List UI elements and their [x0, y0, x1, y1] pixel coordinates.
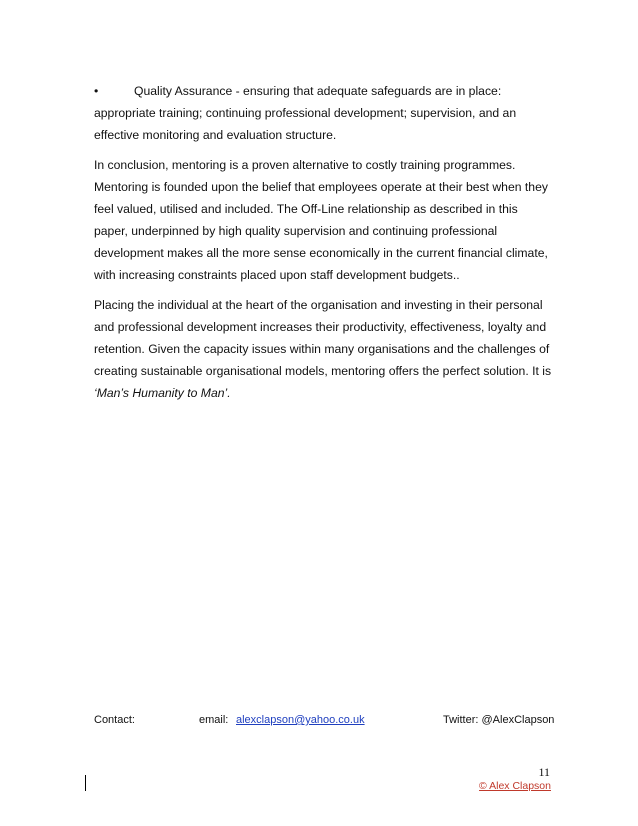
conclusion-paragraph: In conclusion, mentoring is a proven alternative to costly training programmes. Mentoring is founded upon the belief that employees operate at their best when they feel valued, utilised and included. The Off-Line relationship as described in this paper, underpinned by high quality supervision and continuing professional development makes all the more sense economically in the current financial climate, with increasing constraints placed upon staff development budgets.. — [94, 158, 548, 282]
twitter-handle: Twitter: @AlexClapson — [443, 714, 555, 726]
copyright-link[interactable]: © Alex Clapson — [479, 780, 551, 792]
closing-paragraph — [94, 294, 554, 404]
body-text — [94, 80, 554, 412]
margin-bar — [85, 775, 86, 791]
bullet-mark: • — [94, 84, 99, 98]
closing-paragraph-text: Placing the individual at the heart of the organisation and investing in their personal and professional development increases their productivity, effectiveness, loyalty and retention. Given the capacity issues within many organisations and the challenges of creating sustainable organisational models, mentoring offers the perfect solution. It is — [94, 298, 552, 378]
email-label: email: — [199, 714, 229, 726]
email-link[interactable]: alexclapson@yahoo.co.uk — [236, 714, 365, 726]
page-number: 11 — [538, 765, 550, 779]
closing-quote: ‘Man’s Humanity to Man’. — [94, 386, 231, 400]
bullet-continuation: appropriate training; continuing professional development; supervision, and an effective monitoring and evaluation structure. — [94, 106, 517, 142]
contact-label: Contact: — [94, 714, 135, 726]
bullet-first-line: Quality Assurance - ensuring that adequate safeguards are in place: — [134, 84, 502, 98]
bullet-item — [94, 80, 554, 146]
